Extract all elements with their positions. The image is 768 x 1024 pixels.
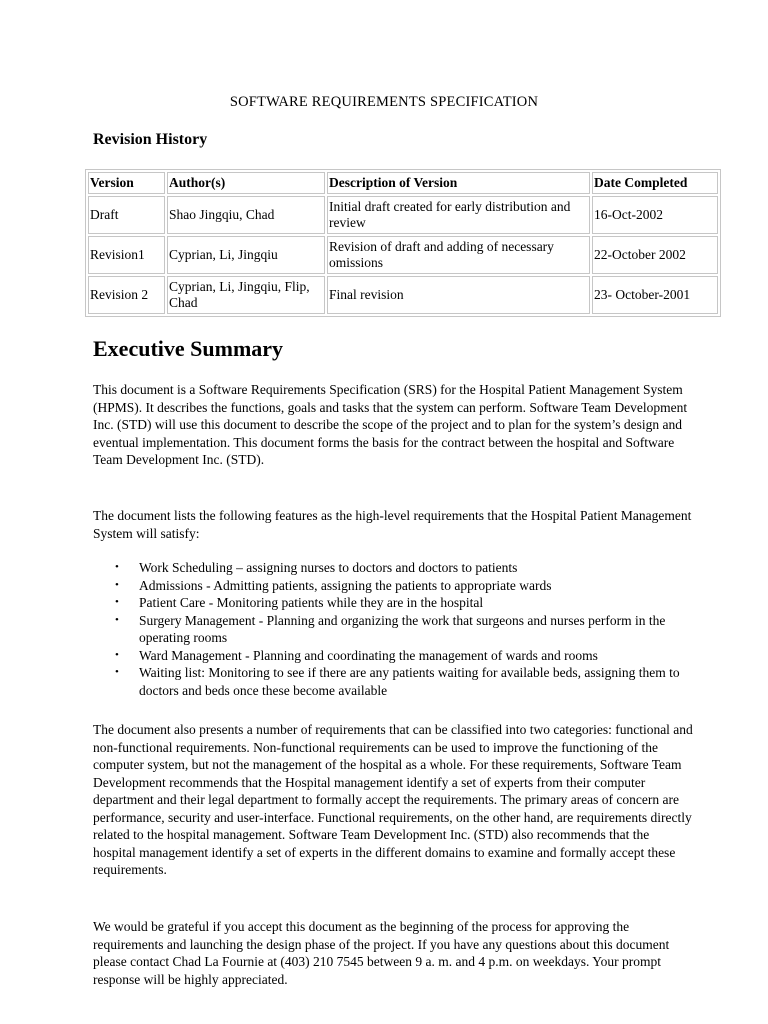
summary-paragraph-contact: We would be grateful if you accept this document as the beginning of the process for approving the requirements and launching the design phase of the project. If you have any questions about this document please contact Chad La Fournie at (403) 210 7545 between 9 a. m. and 4 p.m. on weekdays. Your prompt response will be highly appreciated. [93, 919, 670, 987]
feature-text: Waiting list: Monitoring to see if there are any patients waiting for available beds, assigning them to doctors and beds once these become available [139, 665, 680, 698]
list-item [115, 664, 683, 699]
bullet-icon: • [115, 613, 119, 626]
cell-version: Revision 2 [88, 276, 165, 314]
summary-paragraph-intro: This document is a Software Requirements Specification (SRS) for the Hospital Patient Management System (HPMS). It describes the functions, goals and tasks that the system can perform. Software Team Development Inc. (STD) will use this document to describe the scope of the project and to plan for the system’s design and eventual implementation. This document forms the basis for the contract between the hospital and Software Team Development Inc. (STD). [93, 382, 688, 467]
column-header-authors: Author(s) [167, 172, 325, 194]
list-item [115, 647, 683, 665]
cell-date: 16-Oct-2002 [592, 196, 718, 234]
cell-version: Draft [88, 196, 165, 234]
bullet-icon: • [115, 666, 119, 678]
cell-date: 22-October 2002 [592, 236, 718, 274]
list-item [115, 594, 683, 612]
feature-text: Ward Management - Planning and coordinating the management of wards and rooms [139, 647, 598, 663]
feature-text: Work Scheduling – assigning nurses to doctors and doctors to patients [139, 560, 518, 575]
bullet-icon: • [115, 578, 119, 591]
cell-authors: Cyprian, Li, Jingqiu [167, 236, 325, 274]
document-title: SOFTWARE REQUIREMENTS SPECIFICATION [229, 94, 539, 110]
column-header-date: Date Completed [592, 172, 718, 194]
cell-authors: Cyprian, Li, Jingqiu, Flip, Chad [167, 276, 325, 314]
summary-paragraph-requirements: The document also presents a number of requirements that can be classified into two categories: functional and non-functional requirements. Non-functional requirements can be used to improve the functioning of the computer system, but not the management of the hospital as a whole. For these requirements, Software Team Development recommends that the Hospital management identify a set of experts from their computer department and their legal department to formally accept the requirements. The primary areas of concern are performance, security and user-interface. Functional requirements, on the other hand, are requirements directly related to the hospital management. Software Team Development Inc. (STD) also recommends that the hospital management identify a set of experts in the different domains to examine and formally accept these requirements. [93, 722, 693, 877]
feature-text: Patient Care - Monitoring patients while they are in the hospital [139, 595, 484, 610]
table-row [88, 196, 718, 234]
list-item [115, 559, 683, 577]
cell-description: Revision of draft and adding of necessary omissions [327, 236, 590, 274]
executive-summary-heading: Executive Summary [93, 336, 284, 361]
bullet-icon: • [115, 596, 119, 608]
feature-list [93, 559, 683, 699]
table-row [88, 276, 718, 314]
cell-description: Initial draft created for early distribution and review [327, 196, 590, 234]
cell-version: Revision1 [88, 236, 165, 274]
table-row [88, 236, 718, 274]
feature-text: Surgery Management - Planning and organizing the work that surgeons and nurses perform in the operating rooms [139, 612, 666, 645]
feature-text: Admissions - Admitting patients, assigning the patients to appropriate wards [139, 577, 552, 593]
revision-history-heading: Revision History [93, 131, 208, 148]
summary-paragraph-features-intro: The document lists the following features as the high-level requirements that the Hospital Patient Management System will satisfy: [93, 508, 692, 541]
cell-description: Final revision [327, 276, 590, 314]
column-header-version: Version [88, 172, 165, 194]
cell-date: 23- October-2001 [592, 276, 718, 314]
list-item [115, 612, 683, 647]
list-item [115, 577, 683, 595]
cell-authors: Shao Jingqiu, Chad [167, 196, 325, 234]
column-header-description: Description of Version [327, 172, 590, 194]
bullet-icon: • [115, 561, 119, 573]
table-header-row [88, 172, 718, 194]
revision-history-table [85, 169, 721, 317]
bullet-icon: • [115, 648, 119, 661]
